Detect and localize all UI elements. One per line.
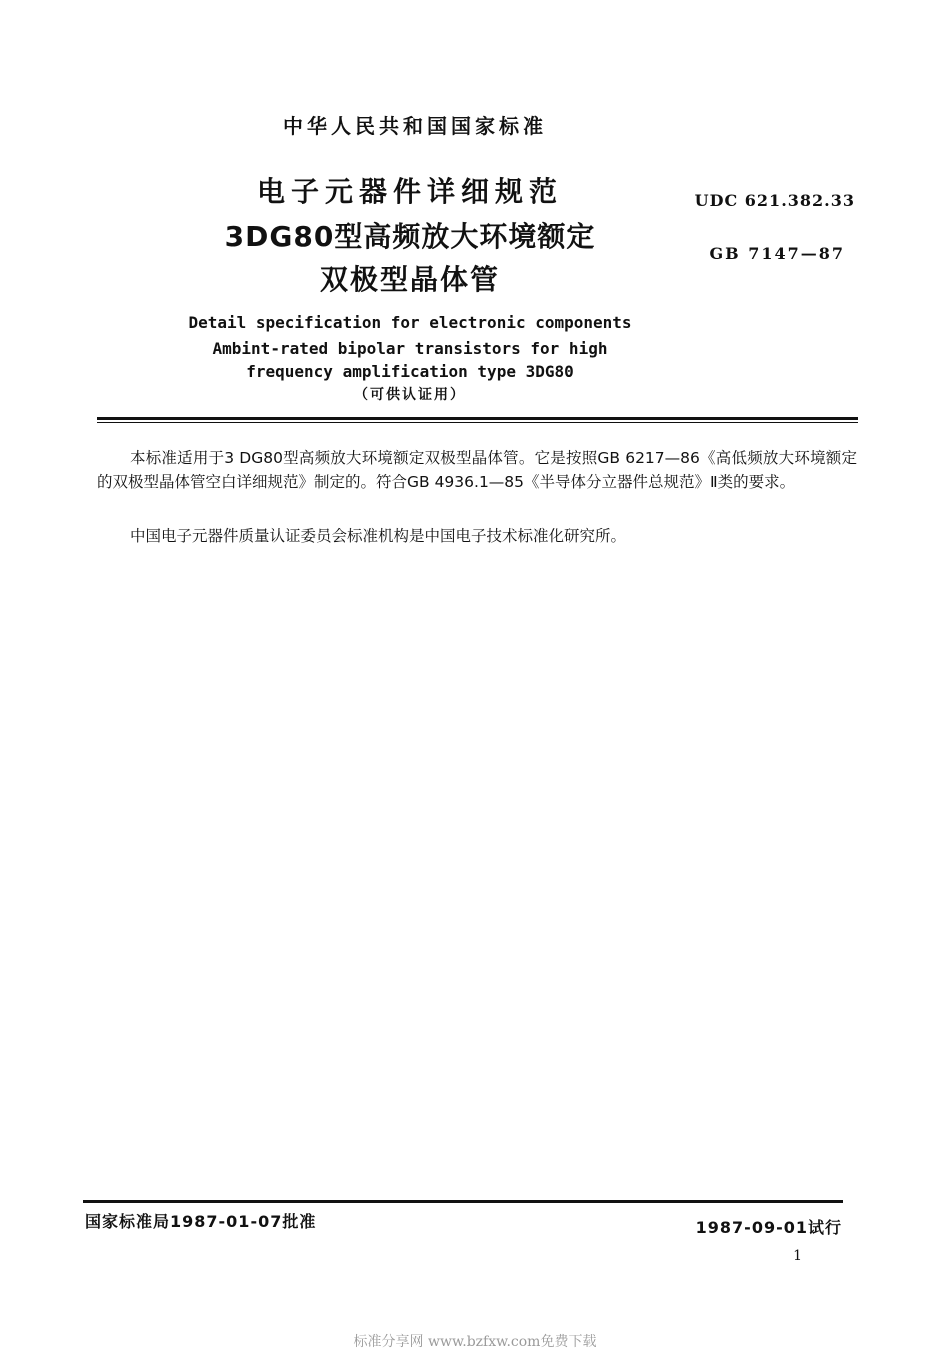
issued-date: 国家标准局1987-01-07批准 xyxy=(85,1212,317,1231)
scope-paragraph: 本标准适用于3 DG80型高频放大环境额定双极型晶体管。它是按照GB 6217—86《高低频放大环境额定的双极型晶体管空白详细规范》制定的。符合GB 4936.1—85《半导体分立器件总规范》Ⅱ类的要求。 xyxy=(97,449,857,491)
english-title-line-1: Detail specification for electronic components xyxy=(188,313,632,332)
national-standard-heading: 中华人民共和国国家标准 xyxy=(283,114,547,138)
title-line-1: 电子元器件详细规范 xyxy=(256,175,563,208)
certification-note: （可供认证用） xyxy=(354,387,466,403)
english-title-line-3: frequency amplification type 3DG80 xyxy=(246,362,574,381)
english-title-line-2: Ambint-rated bipolar transistors for high xyxy=(212,339,608,358)
udc-code: UDC 621.382.33 xyxy=(694,191,855,210)
header-divider xyxy=(97,417,858,423)
authority-paragraph: 中国电子元器件质量认证委员会标准机构是中国电子技术标准化研究所。 xyxy=(130,527,627,545)
implementation-date: 1987-09-01试行 xyxy=(695,1218,842,1237)
page-number: 1 xyxy=(793,1248,802,1264)
footer-divider xyxy=(83,1200,843,1203)
title-line-2: 3DG80型高频放大环境额定 xyxy=(224,220,596,253)
gb-number: GB 7147—87 xyxy=(709,244,845,263)
watermark-text: 标准分享网 www.bzfxw.com免费下载 xyxy=(353,1334,597,1350)
title-line-3: 双极型晶体管 xyxy=(319,263,500,296)
